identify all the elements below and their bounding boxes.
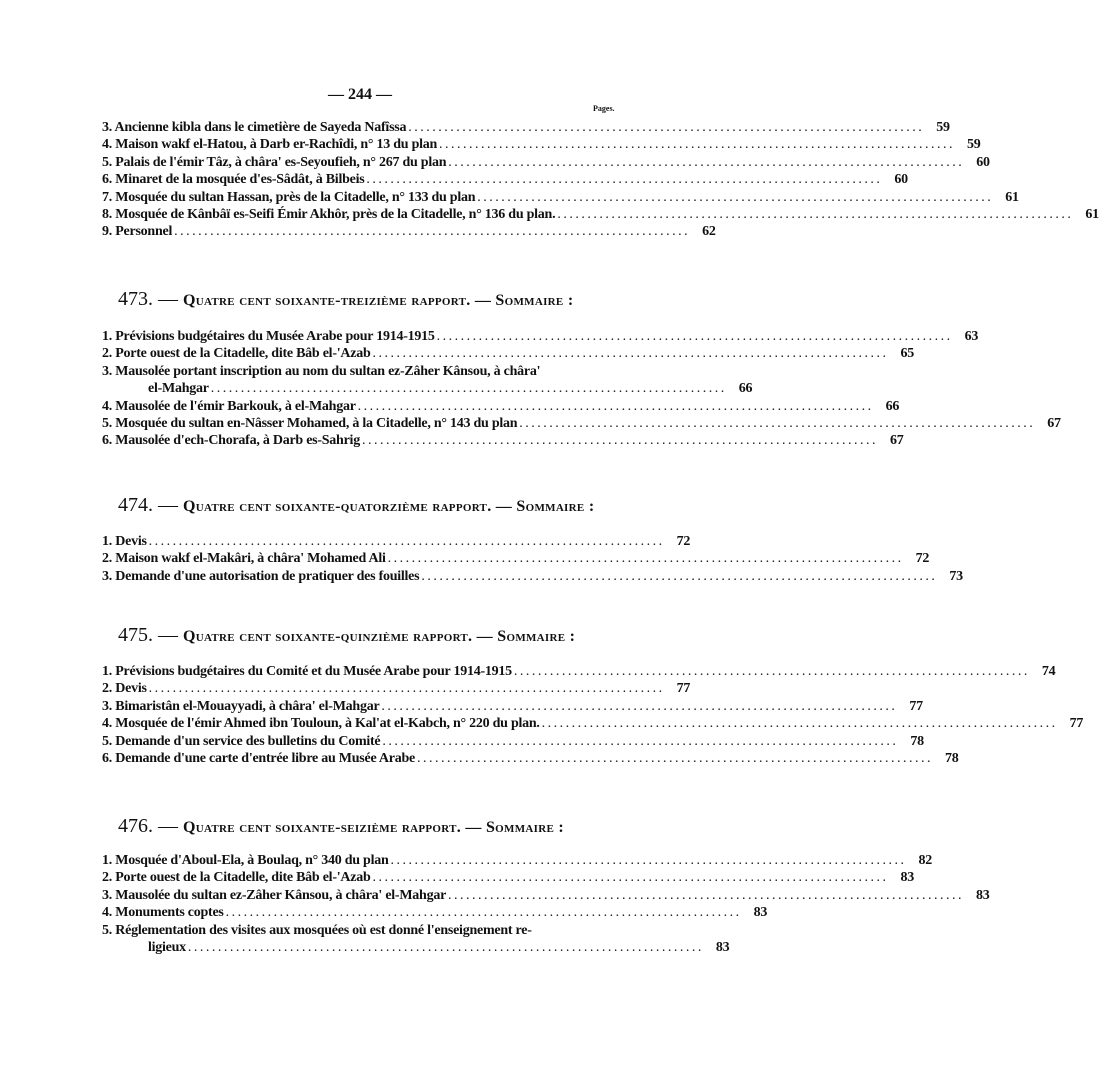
dot-leader: [557, 207, 1071, 223]
toc-entry: [102, 154, 990, 173]
section-heading: [118, 288, 574, 311]
entry-page: 77: [676, 681, 691, 697]
entry-page: 59: [936, 120, 950, 135]
entry-text: 3. Ancienne kibla dans le cimetière de Sayeda Nafîssa: [102, 120, 407, 135]
entry-text: 3. Mausolée du sultan ez-Zâher Kânsou, à châra' el-Mahgar: [102, 887, 447, 903]
entry-text: 7. Mosquée du sultan Hassan, près de la Citadelle, n° 133 du plan: [102, 189, 476, 205]
dot-leader: [226, 905, 740, 921]
dot-leader: [417, 751, 931, 767]
dot-leader: [448, 155, 962, 171]
dot-leader: [391, 853, 905, 869]
entry-page: 63: [964, 329, 979, 344]
entry-page: 77: [1069, 716, 1084, 732]
toc-entry: [102, 120, 950, 138]
dot-leader: [149, 534, 663, 550]
entry-page: 66: [885, 398, 900, 414]
section-heading: [118, 624, 575, 647]
entry-text: 4. Maison wakf el-Hatou, à Darb er-Rachîdi, n° 13 du plan: [102, 137, 438, 153]
section-title: Quatre cent soixante-seizième rapport. — Sommaire :: [183, 819, 565, 836]
dot-leader: [448, 888, 962, 904]
entry-page: 66: [738, 381, 753, 397]
entry-text: 1. Devis: [102, 534, 147, 549]
dot-leader: [149, 681, 663, 697]
entry-text: 1. Prévisions budgétaires du Comité et du Musée Arabe pour 1914-1915: [102, 664, 512, 679]
entry-text: 5. Réglementation des visites aux mosquées où est donné l'enseignement re-: [102, 922, 532, 938]
entry-text: 5. Mosquée du sultan en-Nâsser Mohamed, à la Citadelle, n° 143 du plan: [102, 416, 518, 431]
dot-leader: [373, 346, 887, 362]
entry-text: 9. Personnel: [102, 224, 173, 240]
dot-leader: [437, 329, 951, 345]
section-heading: [118, 494, 594, 517]
entry-page: 83: [715, 940, 730, 955]
toc-entry: [102, 751, 959, 769]
dot-leader: [188, 940, 702, 956]
entry-text: 2. Devis: [102, 681, 147, 697]
toc-entry: [102, 364, 626, 382]
section-number: 476. —: [118, 815, 178, 837]
entry-text: 1. Prévisions budgétaires du Musée Arabe pour 1914-1915: [102, 329, 435, 344]
entry-page: 67: [889, 433, 904, 449]
entry-text: 6. Mausolée d'ech-Chorafa, à Darb es-Sahrig: [102, 433, 360, 449]
entry-text: ligieux: [148, 940, 186, 955]
toc-entry: [148, 940, 730, 958]
toc-entry: [102, 698, 923, 717]
toc-entry: [102, 398, 900, 417]
entry-page: 61: [1085, 207, 1099, 222]
entry-text: 3. Bimaristân el-Mouayyadi, à châra' el-Mahgar: [102, 698, 380, 714]
entry-page: 60: [976, 154, 990, 170]
toc-entry: [102, 224, 716, 242]
dot-leader: [514, 664, 1028, 680]
dot-leader: [439, 137, 953, 153]
toc-entry: [102, 534, 691, 552]
toc-entry: [102, 346, 914, 364]
entry-text: 3. Demande d'une autorisation de pratiquer des fouilles: [102, 568, 420, 584]
toc-entry: [102, 433, 904, 451]
entry-text: 6. Demande d'une carte d'entrée libre au Musée Arabe: [102, 751, 415, 766]
toc-entry: [102, 551, 930, 569]
page-number: — 244 —: [328, 86, 392, 103]
dot-leader: [358, 399, 872, 415]
entry-text: 4. Monuments coptes: [102, 905, 224, 921]
entry-page: 60: [894, 172, 908, 188]
entry-page: 73: [949, 568, 963, 584]
toc-entry: [102, 716, 1084, 734]
toc-entry: [102, 137, 981, 155]
toc-entry: [148, 381, 753, 399]
toc-entry: [102, 905, 768, 923]
dot-leader: [519, 416, 1033, 432]
entry-text: 5. Demande d'un service des bulletins du Comité: [102, 733, 381, 749]
toc-entry: [102, 853, 933, 871]
dot-leader: [477, 190, 991, 206]
entry-page: 67: [1047, 416, 1061, 431]
entry-text: 1. Mosquée d'Aboul-Ela, à Boulaq, n° 340 du plan: [102, 853, 389, 868]
entry-page: 78: [910, 733, 924, 749]
section-title: Quatre cent soixante-quinzième rapport. — Sommaire :: [183, 628, 576, 645]
entry-page: 74: [1041, 664, 1056, 679]
entry-page: 72: [915, 551, 930, 567]
toc-entry: [102, 207, 1099, 225]
entry-page: 78: [944, 751, 959, 766]
entry-page: 65: [900, 346, 914, 362]
entry-text: el-Mahgar: [148, 381, 209, 397]
dot-leader: [542, 716, 1056, 732]
toc-entry: [102, 189, 1019, 208]
toc-entry: [102, 923, 626, 941]
dot-leader: [211, 381, 725, 397]
entry-text: 4. Mausolée de l'émir Barkouk, à el-Mahgar: [102, 398, 356, 414]
toc-entry: [102, 681, 691, 699]
dot-leader: [381, 699, 895, 715]
entry-page: 83: [753, 905, 768, 921]
entry-page: 62: [702, 224, 716, 240]
entry-page: 77: [909, 698, 923, 714]
entry-text: 8. Mosquée de Kânbâï es-Seifi Émir Akhôr, près de la Citadelle, n° 136 du plan.: [102, 207, 556, 222]
dot-leader: [408, 120, 922, 136]
dot-leader: [362, 433, 876, 449]
section-heading: [118, 815, 564, 838]
toc-entry: [102, 329, 979, 347]
section-number: 473. —: [118, 288, 178, 310]
toc-entry: [102, 568, 963, 587]
toc-entry: [102, 172, 908, 190]
dot-leader: [382, 734, 896, 750]
entry-page: 72: [676, 534, 691, 549]
dot-leader: [174, 224, 688, 240]
entry-text: 2. Porte ouest de la Citadelle, dite Bâb el-'Azab: [102, 870, 371, 886]
entry-page: 61: [1005, 189, 1019, 205]
toc-entry: [102, 870, 914, 888]
pages-column-label: Pages.: [593, 104, 615, 113]
entry-text: 2. Porte ouest de la Citadelle, dite Bâb el-'Azab: [102, 346, 371, 362]
entry-text: 3. Mausolée portant inscription au nom du sultan ez-Zâher Kânsou, à châra': [102, 363, 541, 379]
toc-entry: [102, 664, 1056, 682]
section-number: 475. —: [118, 624, 178, 646]
section-title: Quatre cent soixante-treizième rapport. — Sommaire :: [183, 292, 574, 309]
toc-entry: [102, 416, 1061, 434]
entry-page: 82: [918, 853, 933, 868]
entry-text: 5. Palais de l'émir Tâz, à châra' es-Seyoufieh, n° 267 du plan: [102, 154, 447, 170]
toc-entry: [102, 733, 924, 752]
entry-text: 4. Mosquée de l'émir Ahmed ibn Touloun, à Kal'at el-Kabch, n° 220 du plan.: [102, 716, 540, 732]
section-number: 474. —: [118, 494, 178, 516]
dot-leader: [388, 551, 902, 567]
dot-leader: [373, 870, 887, 886]
dot-leader: [366, 172, 880, 188]
entry-text: 6. Minaret de la mosquée d'es-Sâdât, à Bilbeis: [102, 172, 365, 188]
entry-page: 83: [900, 870, 914, 886]
entry-text: 2. Maison wakf el-Makâri, à châra' Mohamed Ali: [102, 551, 386, 567]
dot-leader: [421, 569, 935, 585]
entry-page: 59: [967, 137, 981, 153]
entry-page: 83: [976, 887, 990, 903]
section-title: Quatre cent soixante-quatorzième rapport. — Sommaire :: [183, 498, 595, 515]
toc-entry: [102, 887, 990, 906]
